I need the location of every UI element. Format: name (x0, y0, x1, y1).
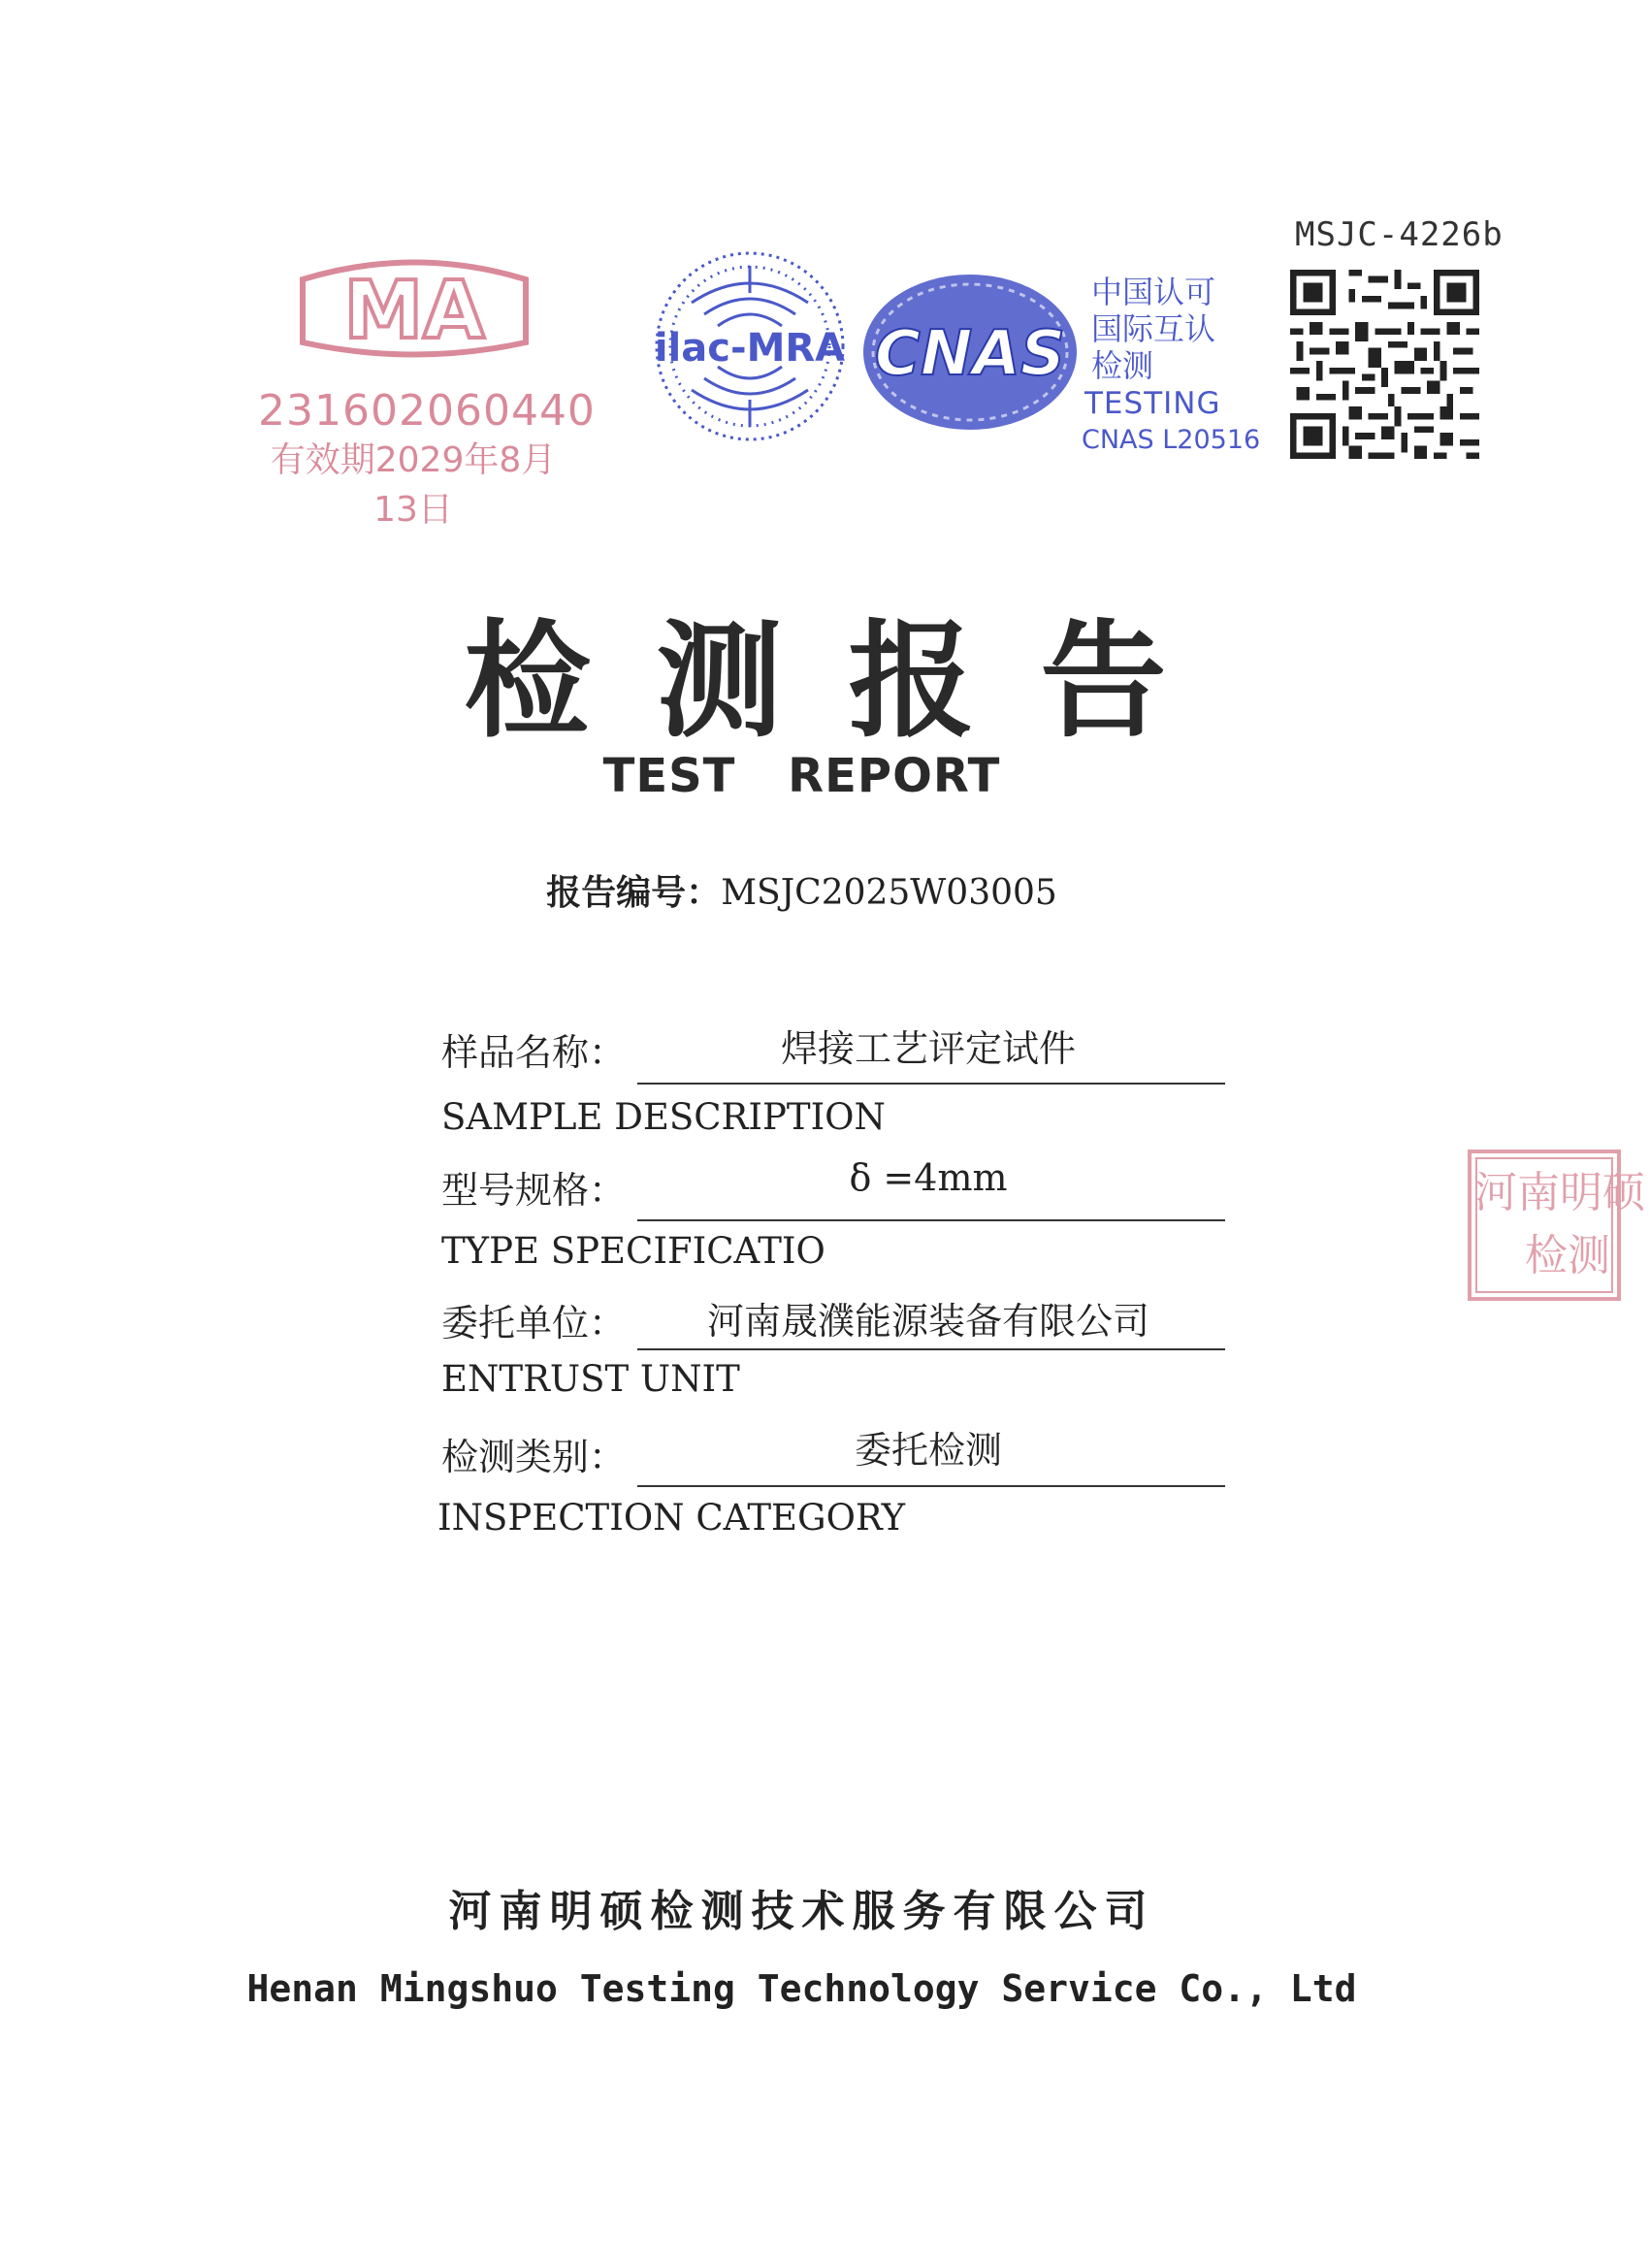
ilac-mra-logo (648, 244, 852, 448)
cnas-cn-line2: 国际互认 (1091, 310, 1216, 347)
company-name-en: Henan Mingshuo Testing Technology Service Co., Ltd (246, 1967, 1357, 2010)
cnas-cn-line1: 中国认可 (1091, 274, 1216, 310)
sample-name-label: 样品名称： (441, 1031, 627, 1074)
cma-validity: 有效期2029年8月13日 (270, 440, 557, 530)
side-stamp-line1: 河南明硕 (1474, 1168, 1645, 1217)
document-code: MSJC-4226b (1295, 215, 1504, 254)
title-en: TEST REPORT (602, 749, 1001, 803)
cma-number: 231602060440 (258, 386, 596, 436)
inspection-category-underline (637, 1485, 1225, 1487)
cnas-mark-text: CNAS (874, 318, 1066, 390)
entrust-unit-underline (637, 1348, 1225, 1350)
type-spec-underline (637, 1219, 1225, 1221)
side-stamp-line2: 检测 (1525, 1231, 1610, 1280)
cnas-testing-label: TESTING (1084, 386, 1221, 421)
sample-name-value: 焊接工艺评定试件 (780, 1027, 1076, 1070)
report-number (0, 865, 1603, 915)
entrust-unit-cn-label: 委托单位： (441, 1302, 627, 1345)
entrust-unit-en-label: ENTRUST UNIT (441, 1358, 740, 1400)
cnas-cn-line3: 检测 (1091, 347, 1154, 384)
inspection-category-value: 委托检测 (854, 1429, 1002, 1472)
ilac-mark-text: ilac-MRA (654, 326, 846, 371)
sample-name-underline (637, 1083, 1225, 1085)
qr-code[interactable] (1290, 270, 1479, 459)
company-name-cn: 河南明硕检测技术服务有限公司 (448, 1887, 1155, 1936)
type-specificatio-label: TYPE SPECIFICATIO (441, 1230, 825, 1272)
report-number-value: MSJC2025W03005 (721, 873, 1057, 913)
type-spec-label: 型号规格： (441, 1169, 627, 1212)
report-number-label: 报告编号： (546, 873, 722, 913)
inspection-category-en-label: INSPECTION CATEGORY (437, 1497, 906, 1539)
sample-description-label: SAMPLE DESCRIPTION (441, 1096, 886, 1138)
cma-seal-logo (283, 250, 545, 362)
title-cn: 检测报告 (464, 607, 1233, 755)
side-company-stamp (1467, 1149, 1645, 1302)
inspection-category-cn-label: 检测类别： (441, 1436, 627, 1478)
type-spec-value: δ =4mm (849, 1156, 1008, 1199)
cnas-logo (854, 260, 1086, 435)
entrust-unit-value: 河南晟濮能源装备有限公司 (706, 1300, 1149, 1343)
cnas-registration-number: CNAS L20516 (1082, 425, 1261, 455)
cma-mark-text: MA (343, 265, 485, 357)
